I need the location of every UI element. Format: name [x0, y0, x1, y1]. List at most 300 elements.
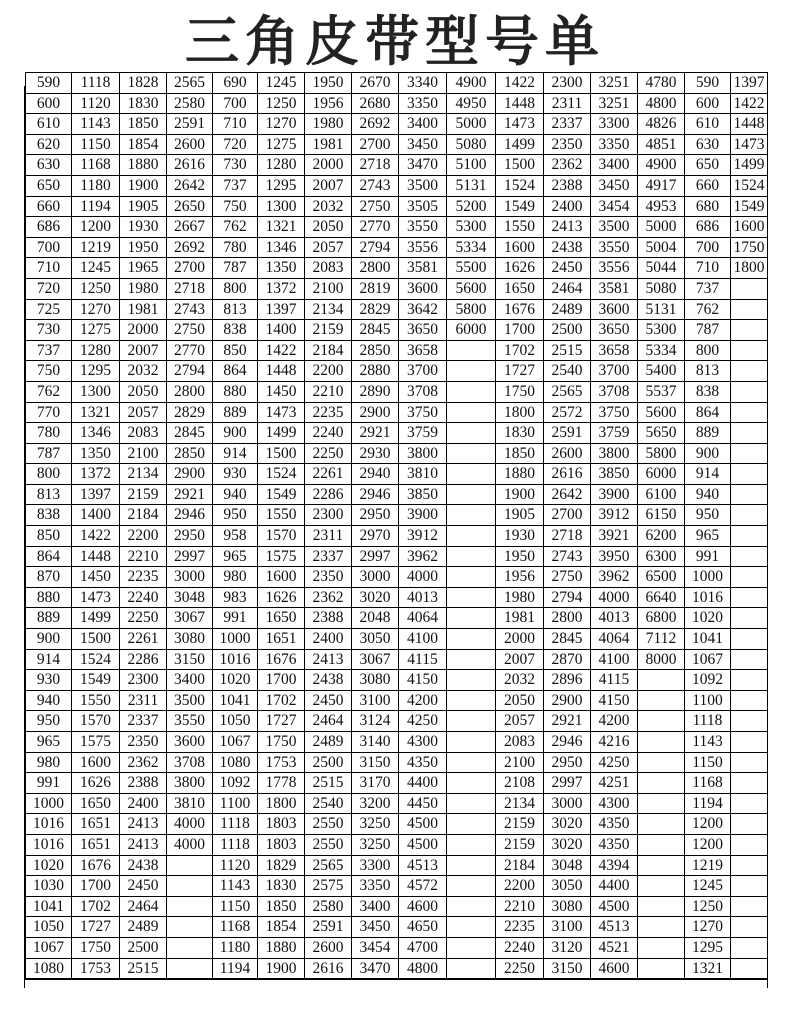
table-cell: 2184 — [305, 340, 352, 361]
table-cell — [638, 814, 685, 835]
table-cell: 2438 — [305, 670, 352, 691]
table-cell: 2794 — [352, 237, 399, 258]
table-cell: 3581 — [591, 278, 638, 299]
table-row — [26, 423, 768, 444]
table-cell: 2580 — [167, 93, 213, 114]
table-cell: 2870 — [544, 649, 591, 670]
table-cell — [731, 443, 768, 464]
table-cell: 2413 — [305, 649, 352, 670]
table-cell: 1295 — [258, 175, 305, 196]
table-cell: 1050 — [26, 917, 72, 938]
table-cell: 2350 — [305, 567, 352, 588]
table-cell — [167, 937, 213, 958]
table-cell: 3921 — [591, 526, 638, 547]
table-cell: 3340 — [399, 73, 447, 94]
table-cell: 1200 — [72, 217, 120, 238]
table-row — [26, 484, 768, 505]
table-cell: 1092 — [685, 670, 731, 691]
table-cell: 750 — [26, 361, 72, 382]
table-cell: 1700 — [72, 876, 120, 897]
table-cell: 1150 — [685, 752, 731, 773]
table-cell: 3550 — [399, 217, 447, 238]
table-cell: 930 — [213, 464, 258, 485]
table-cell: 5334 — [638, 340, 685, 361]
table-cell: 2750 — [167, 320, 213, 341]
table-cell: 1150 — [213, 896, 258, 917]
table-cell: 1067 — [685, 649, 731, 670]
table-cell: 1830 — [496, 423, 544, 444]
table-cell: 3080 — [352, 670, 399, 691]
table-cell: 1000 — [685, 567, 731, 588]
table-cell: 4250 — [399, 711, 447, 732]
table-cell: 1570 — [258, 526, 305, 547]
table-cell: 3750 — [591, 402, 638, 423]
table-cell: 710 — [26, 258, 72, 279]
table-cell — [447, 896, 496, 917]
table-cell: 2565 — [544, 381, 591, 402]
table-cell: 3454 — [352, 937, 399, 958]
table-cell: 1803 — [258, 834, 305, 855]
table-cell: 1118 — [72, 73, 120, 94]
table-cell: 2000 — [305, 155, 352, 176]
table-cell: 4350 — [591, 814, 638, 835]
table-row — [26, 732, 768, 753]
table-cell: 3708 — [591, 381, 638, 402]
table-cell: 2921 — [167, 484, 213, 505]
table-cell: 2240 — [496, 937, 544, 958]
table-cell: 2997 — [544, 773, 591, 794]
table-cell: 1651 — [258, 629, 305, 650]
table-cell: 3048 — [167, 587, 213, 608]
table-cell: 1626 — [72, 773, 120, 794]
table-cell: 965 — [685, 526, 731, 547]
table-cell: 1850 — [496, 443, 544, 464]
table-cell: 650 — [26, 175, 72, 196]
table-cell: 2500 — [305, 752, 352, 773]
table-cell: 2600 — [167, 134, 213, 155]
table-cell: 1549 — [72, 670, 120, 691]
table-cell: 730 — [213, 155, 258, 176]
table-cell: 2032 — [305, 196, 352, 217]
table-cell: 4513 — [399, 855, 447, 876]
table-cell: 1830 — [120, 93, 167, 114]
table-cell — [638, 752, 685, 773]
table-cell: 3067 — [167, 608, 213, 629]
table-cell: 4251 — [591, 773, 638, 794]
table-cell: 2050 — [120, 381, 167, 402]
table-row — [26, 361, 768, 382]
table-cell: 2550 — [305, 834, 352, 855]
table-cell: 1118 — [213, 814, 258, 835]
table-cell: 1400 — [72, 505, 120, 526]
table-row — [26, 73, 768, 94]
table-cell: 1702 — [258, 690, 305, 711]
table-cell: 2896 — [544, 670, 591, 691]
table-cell: 2159 — [305, 320, 352, 341]
table-cell: 3454 — [591, 196, 638, 217]
table-cell — [638, 876, 685, 897]
table-cell: 1450 — [72, 567, 120, 588]
table-cell: 4800 — [638, 93, 685, 114]
table-cell: 1854 — [258, 917, 305, 938]
table-row — [26, 896, 768, 917]
table-cell: 600 — [26, 93, 72, 114]
table-cell: 1168 — [213, 917, 258, 938]
table-cell: 930 — [26, 670, 72, 691]
table-cell: 2286 — [305, 484, 352, 505]
table-cell — [447, 361, 496, 382]
table-row — [26, 814, 768, 835]
table-cell: 1500 — [258, 443, 305, 464]
table-cell: 1880 — [120, 155, 167, 176]
table-cell: 1727 — [72, 917, 120, 938]
table-cell: 2890 — [352, 381, 399, 402]
table-cell — [731, 855, 768, 876]
table-cell: 3150 — [352, 752, 399, 773]
table-row — [26, 320, 768, 341]
table-cell: 2591 — [167, 114, 213, 135]
table-cell: 3450 — [591, 175, 638, 196]
table-cell: 780 — [26, 423, 72, 444]
table-cell: 4115 — [591, 670, 638, 691]
table-row — [26, 278, 768, 299]
table-cell: 1194 — [72, 196, 120, 217]
table-cell: 1016 — [26, 834, 72, 855]
table-cell: 1448 — [72, 546, 120, 567]
table-cell: 2642 — [167, 175, 213, 196]
table-cell: 2829 — [352, 299, 399, 320]
table-cell: 1120 — [213, 855, 258, 876]
table-cell: 1000 — [26, 793, 72, 814]
table-cell: 650 — [685, 155, 731, 176]
table-cell: 980 — [213, 567, 258, 588]
table-cell: 1550 — [258, 505, 305, 526]
table-cell: 864 — [213, 361, 258, 382]
table-cell: 2845 — [352, 320, 399, 341]
table-cell: 770 — [26, 402, 72, 423]
table-cell: 3450 — [352, 917, 399, 938]
table-cell: 1830 — [258, 876, 305, 897]
table-cell: 3800 — [167, 773, 213, 794]
table-cell: 2743 — [167, 299, 213, 320]
table-cell: 2997 — [167, 546, 213, 567]
table-cell: 1900 — [258, 958, 305, 979]
table-cell — [638, 834, 685, 855]
table-cell: 3642 — [399, 299, 447, 320]
table-cell: 3470 — [399, 155, 447, 176]
table-cell: 1600 — [258, 567, 305, 588]
table-cell: 864 — [685, 402, 731, 423]
table-cell: 2616 — [167, 155, 213, 176]
table-cell: 5537 — [638, 381, 685, 402]
table-cell: 1850 — [258, 896, 305, 917]
table-cell: 2261 — [305, 464, 352, 485]
table-cell: 1150 — [72, 134, 120, 155]
table-cell: 3759 — [591, 423, 638, 444]
table-cell: 2591 — [544, 423, 591, 444]
table-cell: 710 — [213, 114, 258, 135]
table-row — [26, 526, 768, 547]
table-cell: 2007 — [496, 649, 544, 670]
table-cell — [731, 773, 768, 794]
table-cell — [731, 464, 768, 485]
table-cell: 1270 — [72, 299, 120, 320]
table-cell: 1524 — [731, 175, 768, 196]
table-cell: 1080 — [26, 958, 72, 979]
table-cell: 3550 — [591, 237, 638, 258]
table-cell: 2921 — [352, 423, 399, 444]
table-cell: 2337 — [544, 114, 591, 135]
table-cell: 3000 — [352, 567, 399, 588]
table-cell: 1499 — [496, 134, 544, 155]
table-cell: 1397 — [258, 299, 305, 320]
table-cell: 2450 — [120, 876, 167, 897]
table-cell: 813 — [685, 361, 731, 382]
table-cell: 1499 — [258, 423, 305, 444]
table-cell: 2200 — [496, 876, 544, 897]
table-cell: 2100 — [120, 443, 167, 464]
table-cell: 1700 — [258, 670, 305, 691]
table-cell: 1850 — [120, 114, 167, 135]
table-cell: 1295 — [72, 361, 120, 382]
table-row — [26, 773, 768, 794]
table-cell: 5004 — [638, 237, 685, 258]
table-cell: 3850 — [591, 464, 638, 485]
table-cell: 1930 — [496, 526, 544, 547]
table-cell — [447, 814, 496, 835]
table-cell: 737 — [685, 278, 731, 299]
table-cell: 1120 — [72, 93, 120, 114]
table-cell — [447, 567, 496, 588]
table-cell: 2400 — [544, 196, 591, 217]
table-cell — [447, 423, 496, 444]
table-cell: 3100 — [352, 690, 399, 711]
table-cell: 1473 — [258, 402, 305, 423]
table-cell: 1750 — [731, 237, 768, 258]
table-cell: 2413 — [544, 217, 591, 238]
table-cell: 1499 — [731, 155, 768, 176]
table-cell: 2692 — [167, 237, 213, 258]
table-cell: 4300 — [399, 732, 447, 753]
table-cell: 3400 — [352, 896, 399, 917]
table-cell: 3912 — [591, 505, 638, 526]
table-cell: 2388 — [120, 773, 167, 794]
table-row — [26, 649, 768, 670]
table-cell: 864 — [26, 546, 72, 567]
table-cell: 889 — [213, 402, 258, 423]
table-cell — [638, 690, 685, 711]
table-cell: 1346 — [72, 423, 120, 444]
table-cell: 1280 — [258, 155, 305, 176]
table-cell: 2050 — [496, 690, 544, 711]
table-row — [26, 793, 768, 814]
table-cell: 1980 — [305, 114, 352, 135]
table-cell: 958 — [213, 526, 258, 547]
table-cell: 2667 — [167, 217, 213, 238]
table-row — [26, 917, 768, 938]
table-cell: 2794 — [167, 361, 213, 382]
table-cell: 1020 — [26, 855, 72, 876]
table-cell: 1143 — [72, 114, 120, 135]
table-cell: 1980 — [120, 278, 167, 299]
table-cell: 4572 — [399, 876, 447, 897]
table-cell: 1350 — [72, 443, 120, 464]
table-cell: 1275 — [72, 320, 120, 341]
table-cell: 1549 — [258, 484, 305, 505]
table-cell: 950 — [26, 711, 72, 732]
table-cell: 680 — [685, 196, 731, 217]
table-cell: 2438 — [544, 237, 591, 258]
table-cell: 725 — [26, 299, 72, 320]
table-cell: 1800 — [258, 793, 305, 814]
table-cell: 1219 — [685, 855, 731, 876]
table-cell: 1676 — [72, 855, 120, 876]
table-cell — [731, 937, 768, 958]
table-cell: 3170 — [352, 773, 399, 794]
table-cell: 3600 — [591, 299, 638, 320]
table-cell: 3750 — [399, 402, 447, 423]
table-cell: 2718 — [544, 526, 591, 547]
belt-size-table-container — [24, 74, 768, 988]
table-cell: 660 — [26, 196, 72, 217]
table-cell: 3020 — [352, 587, 399, 608]
table-cell: 3400 — [591, 155, 638, 176]
table-row — [26, 670, 768, 691]
table-cell: 991 — [213, 608, 258, 629]
table-cell: 737 — [26, 340, 72, 361]
table-cell — [167, 876, 213, 897]
table-cell: 3350 — [591, 134, 638, 155]
table-cell: 3200 — [352, 793, 399, 814]
table-cell: 3500 — [399, 175, 447, 196]
table-cell: 1400 — [258, 320, 305, 341]
table-cell: 730 — [26, 320, 72, 341]
table-cell: 3700 — [591, 361, 638, 382]
table-cell: 4000 — [167, 834, 213, 855]
table-cell: 1118 — [685, 711, 731, 732]
table-cell: 2464 — [544, 278, 591, 299]
table-cell: 4513 — [591, 917, 638, 938]
table-cell: 1956 — [305, 93, 352, 114]
table-cell — [731, 278, 768, 299]
table-cell: 2100 — [496, 752, 544, 773]
table-row — [26, 340, 768, 361]
table-cell: 1245 — [685, 876, 731, 897]
table-cell — [447, 402, 496, 423]
table-cell — [447, 773, 496, 794]
table-cell — [447, 546, 496, 567]
table-cell: 1524 — [496, 175, 544, 196]
table-cell — [731, 546, 768, 567]
table-row — [26, 237, 768, 258]
table-cell: 2572 — [544, 402, 591, 423]
table-cell: 1194 — [213, 958, 258, 979]
table-cell: 1700 — [496, 320, 544, 341]
table-cell: 1350 — [258, 258, 305, 279]
table-cell: 720 — [213, 134, 258, 155]
table-cell: 1000 — [213, 629, 258, 650]
table-cell — [447, 876, 496, 897]
table-cell: 4100 — [399, 629, 447, 650]
table-cell: 5300 — [638, 320, 685, 341]
table-cell: 2700 — [544, 505, 591, 526]
table-cell: 1422 — [258, 340, 305, 361]
table-cell: 2362 — [305, 587, 352, 608]
table-cell: 1900 — [120, 175, 167, 196]
table-cell: 889 — [685, 423, 731, 444]
table-cell — [731, 484, 768, 505]
table-cell: 1295 — [685, 937, 731, 958]
table-cell: 1727 — [496, 361, 544, 382]
table-cell: 2970 — [352, 526, 399, 547]
table-cell: 850 — [26, 526, 72, 547]
table-cell: 4350 — [399, 752, 447, 773]
table-cell: 2670 — [352, 73, 399, 94]
table-cell: 965 — [213, 546, 258, 567]
table-cell: 2946 — [544, 732, 591, 753]
table-cell: 5500 — [447, 258, 496, 279]
table-cell: 2311 — [305, 526, 352, 547]
table-cell — [447, 649, 496, 670]
table-cell — [731, 423, 768, 444]
table-cell: 2900 — [167, 464, 213, 485]
table-cell: 3250 — [352, 834, 399, 855]
table-cell: 800 — [26, 464, 72, 485]
table-cell — [447, 958, 496, 979]
table-cell: 813 — [213, 299, 258, 320]
table-cell: 2200 — [305, 361, 352, 382]
table-cell — [731, 629, 768, 650]
table-cell: 1702 — [496, 340, 544, 361]
table-cell: 1300 — [258, 196, 305, 217]
table-cell: 6300 — [638, 546, 685, 567]
table-cell — [447, 443, 496, 464]
table-cell: 4150 — [591, 690, 638, 711]
table-cell: 2350 — [120, 732, 167, 753]
table-cell: 2616 — [544, 464, 591, 485]
table-cell: 3400 — [399, 114, 447, 135]
table-cell: 2718 — [167, 278, 213, 299]
table-cell: 3048 — [544, 855, 591, 876]
table-cell: 1041 — [685, 629, 731, 650]
table-cell — [731, 814, 768, 835]
table-cell: 980 — [26, 752, 72, 773]
table-cell: 3000 — [544, 793, 591, 814]
table-cell: 1143 — [685, 732, 731, 753]
table-cell — [447, 381, 496, 402]
table-cell: 4000 — [167, 814, 213, 835]
table-cell: 2000 — [496, 629, 544, 650]
table-row — [26, 155, 768, 176]
table-cell — [638, 670, 685, 691]
table-cell: 3759 — [399, 423, 447, 444]
table-cell — [447, 793, 496, 814]
table-cell — [167, 917, 213, 938]
table-cell: 2489 — [544, 299, 591, 320]
table-cell: 2515 — [544, 340, 591, 361]
table-cell — [447, 690, 496, 711]
table-cell — [638, 732, 685, 753]
table-cell: 3050 — [544, 876, 591, 897]
table-cell: 4216 — [591, 732, 638, 753]
table-cell: 3350 — [352, 876, 399, 897]
table-cell: 630 — [685, 134, 731, 155]
table-cell: 787 — [685, 320, 731, 341]
table-cell — [167, 855, 213, 876]
table-cell: 1321 — [258, 217, 305, 238]
table-cell: 3350 — [399, 93, 447, 114]
table-row — [26, 546, 768, 567]
